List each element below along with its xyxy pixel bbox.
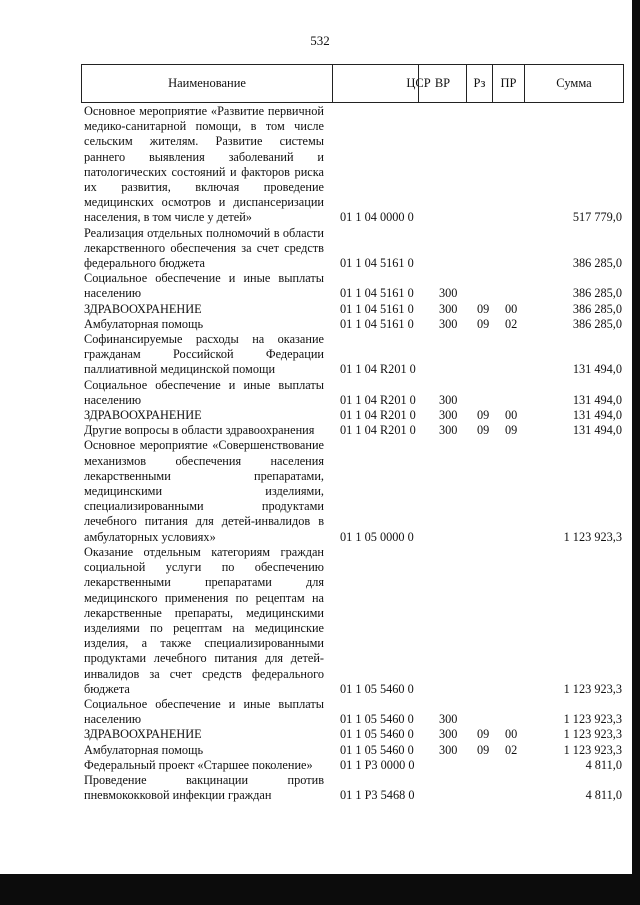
table-row — [84, 773, 624, 803]
row-name: Основное мероприятие «Развитие первичной медико-санитарной помощи, в том числе сельским жителям. Развитие системы раннего выявления заболеваний и патологических состояний и факторов риска их развития, включая проведение медицинских осмотров и диспансеризации населения, в том числе у детей» — [84, 104, 324, 225]
row-sum: 131 494,0 — [572, 408, 622, 423]
row-vr: 300 — [439, 392, 458, 407]
row-pr: 02 — [505, 316, 518, 331]
row-vr: 300 — [439, 286, 458, 301]
header-pr: ПР — [492, 65, 524, 102]
table-row — [84, 302, 624, 317]
row-name: Социальное обеспечение и иные выплаты населению — [84, 377, 324, 407]
row-name: Реализация отдельных полномочий в области лекарственного обеспечения за счет средств федерального бюджета — [84, 225, 324, 271]
row-csr: 01 1 P3 5468 0 — [340, 788, 415, 803]
table-row — [84, 697, 624, 727]
row-sum: 386 285,0 — [572, 256, 622, 271]
row-name: Софинансируемые расходы на оказание гражданам Российской Федерации паллиативной медицинской помощи — [84, 332, 324, 377]
row-name: Проведение вакцинации против пневмококковой инфекции граждан — [84, 772, 324, 803]
row-csr: 01 1 05 5460 0 — [340, 742, 414, 757]
row-csr: 01 1 04 5161 0 — [340, 316, 414, 331]
row-rz: 09 — [477, 423, 490, 438]
row-name: Другие вопросы в области здравоохранения — [84, 423, 315, 438]
header-vr: ВР — [418, 65, 466, 102]
row-name: ЗДРАВООХРАНЕНИЕ — [84, 408, 202, 423]
row-csr: 01 1 04 5161 0 — [340, 301, 414, 316]
row-rz: 09 — [477, 301, 490, 316]
row-vr: 300 — [439, 301, 458, 316]
row-rz: 09 — [477, 408, 490, 423]
table-row — [84, 743, 624, 758]
row-vr: 300 — [439, 423, 458, 438]
page-number: 532 — [310, 33, 330, 48]
row-name: Основное мероприятие «Совершенствование механизмов обеспечения населения лекарственными препаратами, медицинскими изделиями, специализированными продуктами лечебного питания для детей-инвалидов в амбулаторных условиях» — [84, 438, 324, 544]
row-sum: 4 811,0 — [585, 757, 622, 772]
row-name: Амбулаторная помощь — [84, 316, 204, 331]
row-sum: 1 123 923,3 — [563, 727, 622, 742]
row-csr: 01 1 05 5460 0 — [340, 681, 414, 696]
table-row — [84, 438, 624, 544]
row-sum: 386 285,0 — [572, 301, 622, 316]
header-name: Наименование — [168, 76, 246, 90]
row-vr: 300 — [439, 742, 458, 757]
row-sum: 386 285,0 — [572, 286, 622, 301]
row-vr: 300 — [439, 408, 458, 423]
row-csr: 01 1 04 5161 0 — [340, 256, 414, 271]
row-csr: 01 1 04 R201 0 — [340, 392, 416, 407]
table-body — [84, 104, 624, 803]
row-sum: 1 123 923,3 — [563, 681, 622, 696]
table-row — [84, 104, 624, 226]
table-row — [84, 423, 624, 438]
row-vr: 300 — [439, 727, 458, 742]
table-row — [84, 271, 624, 301]
row-sum: 517 779,0 — [572, 210, 622, 225]
row-sum: 131 494,0 — [572, 362, 622, 377]
header-rz: Рз — [466, 65, 492, 102]
row-vr: 300 — [439, 712, 458, 727]
row-sum: 1 123 923,3 — [563, 529, 622, 544]
row-name: Социальное обеспечение и иные выплаты населению — [84, 271, 324, 301]
table-row — [84, 408, 624, 423]
row-name: Амбулаторная помощь — [84, 742, 204, 757]
table-row — [84, 758, 624, 773]
row-name: ЗДРАВООХРАНЕНИЕ — [84, 301, 202, 316]
table-row — [84, 226, 624, 272]
row-pr: 02 — [505, 742, 518, 757]
row-sum: 4 811,0 — [585, 788, 622, 803]
row-csr: 01 1 05 5460 0 — [340, 712, 414, 727]
row-csr: 01 1 05 5460 0 — [340, 727, 414, 742]
row-name: Федеральный проект «Старшее поколение» — [84, 757, 313, 772]
row-sum: 131 494,0 — [572, 392, 622, 407]
row-rz: 09 — [477, 727, 490, 742]
table-row — [84, 332, 624, 378]
row-csr: 01 1 04 R201 0 — [340, 423, 416, 438]
table-row — [84, 317, 624, 332]
row-sum: 1 123 923,3 — [563, 712, 622, 727]
row-name: ЗДРАВООХРАНЕНИЕ — [84, 727, 202, 742]
row-name: Оказание отдельным категориям граждан социальной услуги по обеспечению лекарственными препаратами для медицинского применения по рецептам на лекарственные препараты, медицинскими изделиями по рецептам на медицинские изделия, а также специализированными продуктами лечебного питания для детей-инвалидов за счет средств федерального бюджета — [84, 544, 324, 696]
scan-edge-bottom — [0, 874, 640, 905]
row-vr: 300 — [439, 316, 458, 331]
table-header — [81, 64, 624, 103]
row-name: Социальное обеспечение и иные выплаты населению — [84, 696, 324, 727]
row-csr: 01 1 04 0000 0 — [340, 210, 414, 225]
row-pr: 00 — [505, 301, 518, 316]
row-csr: 01 1 04 R201 0 — [340, 362, 416, 377]
table-row — [84, 378, 624, 408]
row-pr: 00 — [505, 727, 518, 742]
row-sum: 131 494,0 — [572, 423, 622, 438]
row-rz: 09 — [477, 742, 490, 757]
row-csr: 01 1 04 5161 0 — [340, 286, 414, 301]
row-rz: 09 — [477, 316, 490, 331]
scan-edge-right — [632, 0, 640, 905]
row-csr: 01 1 05 0000 0 — [340, 529, 414, 544]
row-pr: 00 — [505, 408, 518, 423]
header-sum: Сумма — [524, 65, 623, 102]
row-pr: 09 — [505, 423, 518, 438]
table-row — [84, 727, 624, 742]
header-csr: ЦСР — [332, 65, 504, 102]
row-sum: 1 123 923,3 — [563, 742, 622, 757]
row-sum: 386 285,0 — [572, 316, 622, 331]
row-csr: 01 1 P3 0000 0 — [340, 757, 415, 772]
row-csr: 01 1 04 R201 0 — [340, 408, 416, 423]
table-row — [84, 545, 624, 697]
